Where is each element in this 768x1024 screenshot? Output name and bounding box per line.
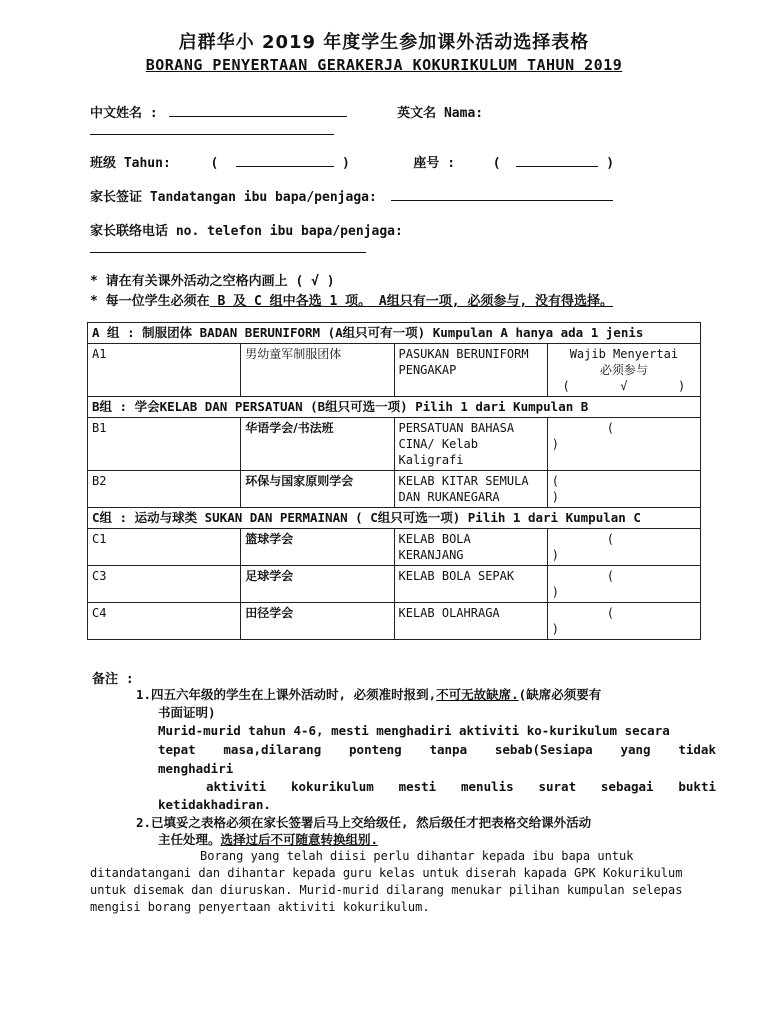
chinese-name-label: 中文姓名 : [90, 106, 158, 121]
activity-code: A1 [88, 344, 241, 397]
instruction-2 [90, 290, 613, 309]
phone-label: 家长联络电话 no. telefon ibu bapa/penjaga: [90, 224, 403, 239]
choice-checkbox[interactable] [547, 603, 700, 640]
note-2-chinese [136, 814, 716, 831]
note-1-malay-1 [136, 722, 716, 739]
note-2-continuation [136, 831, 716, 848]
group-c-header: C组 : 运动与球类 SUKAN DAN PERMAINAN ( C组只可选一项) Pilih 1 dari Kumpulan C [88, 508, 701, 529]
note-1-text-tail: (缺席必须要有 [518, 687, 602, 702]
choice-checkbox[interactable] [547, 566, 700, 603]
seat-close-paren: ) [606, 156, 615, 171]
activity-code: B2 [88, 471, 241, 508]
group-a-header-row [88, 323, 701, 344]
activity-name-chinese: 环保与国家原则学会 [241, 471, 394, 508]
choice-open-paren: ( [606, 421, 614, 435]
activity-name-chinese: 篮球学会 [241, 529, 394, 566]
activity-name-chinese: 足球学会 [241, 566, 394, 603]
choice-checkbox[interactable] [547, 418, 700, 471]
notes-heading: 备注 : [92, 672, 134, 687]
class-label: 班级 Tahun: [90, 156, 171, 171]
activity-name-chinese: 华语学会/书法班 [241, 418, 394, 471]
note-1-malay-4 [136, 778, 716, 795]
choice-open-paren: ( [551, 474, 559, 488]
table-row [88, 344, 701, 397]
activity-code: B1 [88, 418, 241, 471]
english-name-label: 英文名 Nama: [397, 106, 484, 121]
footer-paragraph [90, 848, 714, 916]
choice-open-paren: ( [606, 606, 614, 620]
note-2-text: 2.已填妥之表格必须在家长签署后马上交给级任, 然后级任才把表格交给课外活动 [136, 815, 592, 830]
note-1-proof-text: 书面证明) [158, 705, 216, 720]
seat-field[interactable] [516, 153, 598, 167]
name-row [90, 102, 483, 121]
choice-open-paren: ( [606, 569, 614, 583]
activity-code: C1 [88, 529, 241, 566]
note-1-malay-2 [136, 741, 716, 758]
activity-code: C3 [88, 566, 241, 603]
title-chinese: 启群华小 2019 年度学生参加课外活动选择表格 [178, 32, 590, 53]
mandatory-cell [547, 344, 700, 397]
activity-table [87, 322, 701, 640]
signature-field[interactable] [391, 187, 613, 201]
activity-name-chinese: 男幼童军制服团体 [241, 344, 394, 397]
note-1-malay-3 [136, 760, 716, 777]
note-1-malay-line-3: menghadiri [158, 761, 234, 776]
group-b-header: B组 : 学会KELAB DAN PERSATUAN (B组只可选一项) Pilih 1 dari Kumpulan B [88, 397, 701, 418]
note-1-underlined: 不可无故缺席. [436, 687, 519, 702]
choice-close-paren: ) [551, 622, 559, 636]
title-malay: BORANG PENYERTAAN GERAKERJA KOKURIKULUM TAHUN 2019 [145, 56, 623, 74]
seat-open-paren: ( [492, 156, 501, 171]
note-1-malay-5 [136, 796, 716, 813]
instruction-1: * 请在有关课外活动之空格内画上 ( √ ) [90, 274, 335, 289]
signature-label: 家长签证 Tandatangan ibu bapa/penjaga: [90, 190, 377, 205]
choice-checkbox[interactable] [547, 471, 700, 508]
class-row [90, 152, 614, 171]
class-field[interactable] [236, 153, 334, 167]
activity-name-malay: KELAB BOLA SEPAK [394, 566, 547, 603]
note-1-proof [136, 704, 716, 721]
instruction-2-prefix: * 每一位学生必须在 [90, 294, 210, 309]
choice-open-paren: ( [606, 532, 614, 546]
activity-name-malay: PASUKAN BERUNIFORM PENGAKAP [394, 344, 547, 397]
phone-row [90, 220, 403, 239]
class-close-paren: ) [341, 156, 350, 171]
seat-label: 座号 : [413, 156, 456, 171]
note-2-underlined: 选择过后不可随意转换组别. [220, 832, 379, 847]
note-1-malay-line-2: tepat masa,dilarang ponteng tanpa sebab(Sesiapa yang tidak [158, 742, 716, 757]
group-a-header: A 组 : 制服团体 BADAN BERUNIFORM (A组只可有一项) Kumpulan A hanya ada 1 jenis [88, 323, 701, 344]
chinese-name-field[interactable] [169, 103, 347, 117]
activity-name-malay: KELAB KITAR SEMULA DAN RUKANEGARA [394, 471, 547, 508]
table-row [88, 566, 701, 603]
note-1-malay-line-5: ketidakhadiran. [158, 797, 271, 812]
phone-field[interactable] [90, 239, 366, 253]
english-name-field[interactable] [90, 121, 334, 135]
phone-continuation [90, 239, 366, 257]
note-2-text-b: 主任处理。 [158, 832, 221, 847]
class-open-paren: ( [210, 156, 219, 171]
instruction-2-underlined: B 及 C 组中各选 1 项。 A组只有一项, 必须参与, 没有得选择。 [209, 294, 614, 309]
english-name-continuation [90, 121, 334, 139]
activity-name-malay: KELAB BOLA KERANJANG [394, 529, 547, 566]
choice-close-paren: ) [551, 548, 559, 562]
choice-checkbox[interactable] [547, 529, 700, 566]
group-c-header-row [88, 508, 701, 529]
mandatory-tick: ( √ ) [562, 379, 686, 393]
activity-name-malay: PERSATUAN BAHASA CINA/ Kelab Kaligrafi [394, 418, 547, 471]
table-row [88, 471, 701, 508]
footer-text: Borang yang telah diisi perlu dihantar kepada ibu bapa untuk ditandatangani dan dihantar kepada guru kelas untuk diserah kapada GPK Kokurikulum untuk disemak dan diuruskan. Murid-murid dilarang menukar pilihan kumpulan selepas mengisi borang penyertaan aktiviti kokurikulum. [90, 849, 683, 914]
note-1-malay-line-4: aktiviti kokurikulum mesti menulis surat sebagai bukti [206, 779, 716, 794]
activity-name-malay: KELAB OLAHRAGA [394, 603, 547, 640]
table-row [88, 418, 701, 471]
mandatory-text-malay: Wajib Menyertai [569, 347, 679, 361]
note-1-chinese [136, 686, 716, 703]
table-row [88, 603, 701, 640]
choice-close-paren: ) [551, 585, 559, 599]
activity-code: C4 [88, 603, 241, 640]
note-1-malay-line-1: Murid-murid tahun 4-6, mesti menghadiri aktiviti ko-kurikulum secara [158, 723, 670, 738]
activity-name-chinese: 田径学会 [241, 603, 394, 640]
choice-close-paren: ) [551, 490, 559, 504]
group-b-header-row [88, 397, 701, 418]
choice-close-paren: ) [551, 437, 559, 451]
table-row [88, 529, 701, 566]
mandatory-text-chinese: 必须参与 [599, 363, 648, 377]
signature-row [90, 186, 613, 205]
note-1-text: 1.四五六年级的学生在上课外活动时, 必须准时报到, [136, 687, 437, 702]
